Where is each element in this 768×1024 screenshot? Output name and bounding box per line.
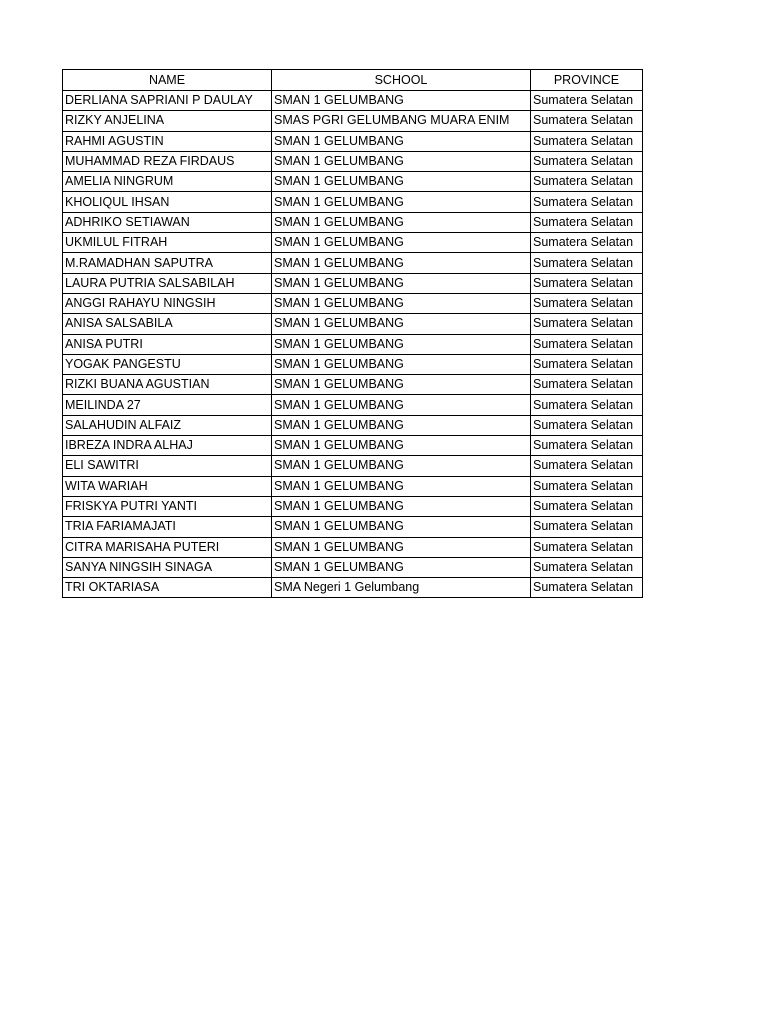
- cell-province: Sumatera Selatan: [531, 436, 643, 456]
- table-row: [63, 151, 643, 171]
- cell-province: Sumatera Selatan: [531, 131, 643, 151]
- cell-school: SMAN 1 GELUMBANG: [272, 273, 531, 293]
- cell-school: SMAN 1 GELUMBANG: [272, 476, 531, 496]
- table-row: [63, 334, 643, 354]
- cell-province: Sumatera Selatan: [531, 537, 643, 557]
- table-row: [63, 354, 643, 374]
- cell-name: MEILINDA 27: [63, 395, 272, 415]
- cell-name: M.RAMADHAN SAPUTRA: [63, 253, 272, 273]
- cell-school: SMAS PGRI GELUMBANG MUARA ENIM: [272, 111, 531, 131]
- table-row: [63, 111, 643, 131]
- spreadsheet-page: [62, 69, 643, 598]
- table-row: [63, 375, 643, 395]
- cell-province: Sumatera Selatan: [531, 578, 643, 598]
- cell-school: SMAN 1 GELUMBANG: [272, 517, 531, 537]
- cell-school: SMAN 1 GELUMBANG: [272, 192, 531, 212]
- table-row: [63, 91, 643, 111]
- cell-province: Sumatera Selatan: [531, 557, 643, 577]
- table-row: [63, 314, 643, 334]
- cell-name: RIZKI BUANA AGUSTIAN: [63, 375, 272, 395]
- cell-name: ELI SAWITRI: [63, 456, 272, 476]
- cell-name: LAURA PUTRIA SALSABILAH: [63, 273, 272, 293]
- cell-school: SMAN 1 GELUMBANG: [272, 415, 531, 435]
- cell-name: UKMILUL FITRAH: [63, 233, 272, 253]
- cell-school: SMAN 1 GELUMBANG: [272, 375, 531, 395]
- cell-name: SALAHUDIN ALFAIZ: [63, 415, 272, 435]
- table-row: [63, 415, 643, 435]
- cell-school: SMA Negeri 1 Gelumbang: [272, 578, 531, 598]
- table-row: [63, 476, 643, 496]
- cell-province: Sumatera Selatan: [531, 314, 643, 334]
- table-row: [63, 233, 643, 253]
- table-row: [63, 496, 643, 516]
- cell-province: Sumatera Selatan: [531, 192, 643, 212]
- cell-school: SMAN 1 GELUMBANG: [272, 557, 531, 577]
- cell-name: TRIA FARIAMAJATI: [63, 517, 272, 537]
- cell-province: Sumatera Selatan: [531, 354, 643, 374]
- table-row: [63, 172, 643, 192]
- table-row: [63, 436, 643, 456]
- cell-school: SMAN 1 GELUMBANG: [272, 456, 531, 476]
- cell-school: SMAN 1 GELUMBANG: [272, 212, 531, 232]
- cell-name: YOGAK PANGESTU: [63, 354, 272, 374]
- cell-name: RIZKY ANJELINA: [63, 111, 272, 131]
- cell-school: SMAN 1 GELUMBANG: [272, 496, 531, 516]
- cell-school: SMAN 1 GELUMBANG: [272, 131, 531, 151]
- cell-school: SMAN 1 GELUMBANG: [272, 537, 531, 557]
- cell-school: SMAN 1 GELUMBANG: [272, 233, 531, 253]
- cell-school: SMAN 1 GELUMBANG: [272, 354, 531, 374]
- table-row: [63, 557, 643, 577]
- cell-name: ANGGI RAHAYU NINGSIH: [63, 293, 272, 313]
- cell-school: SMAN 1 GELUMBANG: [272, 91, 531, 111]
- cell-name: ADHRIKO SETIAWAN: [63, 212, 272, 232]
- table-row: [63, 395, 643, 415]
- cell-school: SMAN 1 GELUMBANG: [272, 436, 531, 456]
- table-row: [63, 131, 643, 151]
- cell-province: Sumatera Selatan: [531, 496, 643, 516]
- cell-name: MUHAMMAD REZA FIRDAUS: [63, 151, 272, 171]
- cell-name: ANISA PUTRI: [63, 334, 272, 354]
- cell-name: TRI OKTARIASA: [63, 578, 272, 598]
- cell-school: SMAN 1 GELUMBANG: [272, 151, 531, 171]
- cell-province: Sumatera Selatan: [531, 456, 643, 476]
- table-row: [63, 273, 643, 293]
- cell-province: Sumatera Selatan: [531, 415, 643, 435]
- header-row: [63, 70, 643, 91]
- cell-school: SMAN 1 GELUMBANG: [272, 314, 531, 334]
- participants-table: [62, 69, 643, 598]
- cell-province: Sumatera Selatan: [531, 233, 643, 253]
- cell-school: SMAN 1 GELUMBANG: [272, 253, 531, 273]
- cell-province: Sumatera Selatan: [531, 91, 643, 111]
- cell-school: SMAN 1 GELUMBANG: [272, 395, 531, 415]
- cell-school: SMAN 1 GELUMBANG: [272, 293, 531, 313]
- table-row: [63, 253, 643, 273]
- cell-province: Sumatera Selatan: [531, 151, 643, 171]
- cell-name: SANYA NINGSIH SINAGA: [63, 557, 272, 577]
- cell-name: IBREZA INDRA ALHAJ: [63, 436, 272, 456]
- table-row: [63, 517, 643, 537]
- table-row: [63, 192, 643, 212]
- cell-name: AMELIA NINGRUM: [63, 172, 272, 192]
- cell-province: Sumatera Selatan: [531, 517, 643, 537]
- column-header-school: SCHOOL: [272, 70, 531, 91]
- column-header-name: NAME: [63, 70, 272, 91]
- table-row: [63, 456, 643, 476]
- cell-province: Sumatera Selatan: [531, 111, 643, 131]
- cell-name: ANISA SALSABILA: [63, 314, 272, 334]
- cell-province: Sumatera Selatan: [531, 375, 643, 395]
- table-row: [63, 537, 643, 557]
- cell-school: SMAN 1 GELUMBANG: [272, 334, 531, 354]
- cell-province: Sumatera Selatan: [531, 172, 643, 192]
- cell-school: SMAN 1 GELUMBANG: [272, 172, 531, 192]
- cell-name: WITA WARIAH: [63, 476, 272, 496]
- cell-name: RAHMI AGUSTIN: [63, 131, 272, 151]
- table-body: [63, 91, 643, 598]
- cell-province: Sumatera Selatan: [531, 253, 643, 273]
- cell-province: Sumatera Selatan: [531, 476, 643, 496]
- cell-province: Sumatera Selatan: [531, 334, 643, 354]
- cell-name: FRISKYA PUTRI YANTI: [63, 496, 272, 516]
- table-row: [63, 293, 643, 313]
- cell-name: CITRA MARISAHA PUTERI: [63, 537, 272, 557]
- column-header-province: PROVINCE: [531, 70, 643, 91]
- cell-province: Sumatera Selatan: [531, 293, 643, 313]
- table-row: [63, 578, 643, 598]
- cell-province: Sumatera Selatan: [531, 395, 643, 415]
- cell-name: DERLIANA SAPRIANI P DAULAY: [63, 91, 272, 111]
- table-row: [63, 212, 643, 232]
- cell-province: Sumatera Selatan: [531, 212, 643, 232]
- cell-name: KHOLIQUL IHSAN: [63, 192, 272, 212]
- cell-province: Sumatera Selatan: [531, 273, 643, 293]
